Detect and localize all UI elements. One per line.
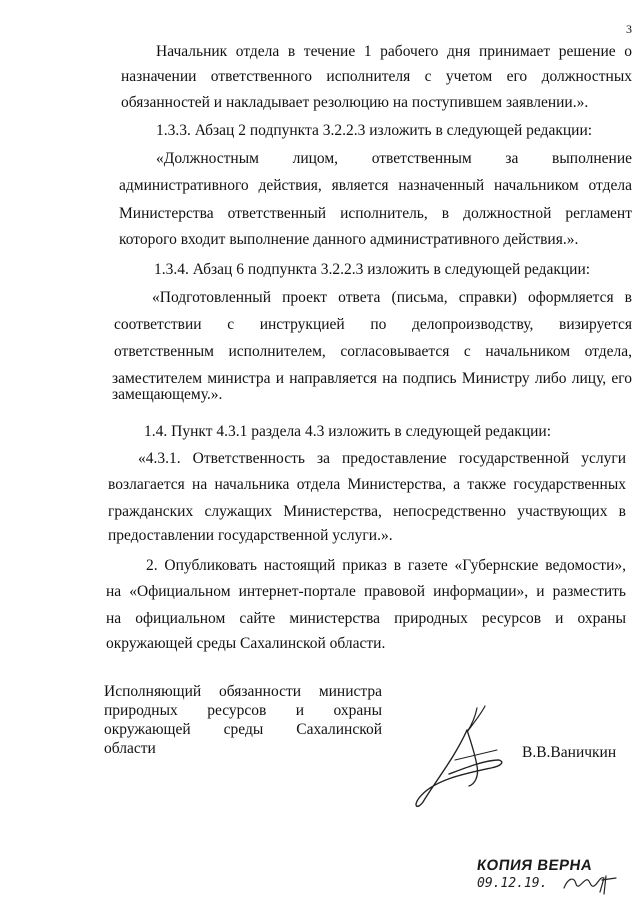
paragraph-line: назначении ответственного исполнителя с учетом его должностных — [121, 68, 632, 85]
paragraph-line: Начальник отдела в течение 1 рабочего дня принимает решение о — [156, 43, 632, 60]
handwritten-signature — [405, 702, 525, 812]
paragraph-line: предоставлении государственной услуги.». — [108, 527, 393, 544]
paragraph-line: 1.3.3. Абзац 2 подпункта 3.2.2.3 изложить в следующей редакции: — [156, 122, 593, 139]
signatory-position-line: Исполняющий обязанности министра — [104, 683, 382, 700]
paragraph-line: которого входит выполнение данного административного действия.». — [119, 231, 579, 248]
stamp-date: 09.12.19. — [477, 876, 548, 891]
page-number: 3 — [626, 22, 632, 36]
paragraph-line: возлагается на начальника отдела Министерства, а также государственных — [108, 476, 626, 493]
paragraph-line: соответствии с инструкцией по делопроизводству, визируется — [114, 316, 632, 333]
paragraph-line: «Должностным лицом, ответственным за выполнение — [156, 150, 632, 167]
paragraph-line: 1.3.4. Абзац 6 подпункта 3.2.2.3 изложить в следующей редакции: — [154, 261, 591, 278]
stamp-signature — [560, 872, 620, 896]
signatory-position-line: области — [104, 740, 156, 757]
paragraph-line: 1.4. Пункт 4.3.1 раздела 4.3 изложить в следующей редакции: — [144, 423, 552, 440]
paragraph-line: 2. Опубликовать настоящий приказ в газете «Губернские ведомости», — [146, 557, 626, 574]
certified-copy-stamp: КОПИЯ ВЕРНА — [475, 857, 594, 874]
paragraph-line: ответственным исполнителем, согласовывается с начальником отдела, — [114, 343, 632, 360]
signatory-position — [104, 682, 382, 758]
paragraph-line: Министерства ответственный исполнитель, в должностной регламент — [119, 205, 632, 222]
paragraph-line: «Подготовленный проект ответа (письма, справки) оформляется в — [152, 289, 632, 306]
paragraph-line: окружающей среды Сахалинской области. — [106, 635, 386, 652]
paragraph-line: гражданских служащих Министерства, непосредственно участвующих в — [108, 503, 626, 520]
paragraph-line: на «Официальном интернет-портале правовой информации», и разместить — [106, 583, 626, 600]
signatory-position-line: окружающей среды Сахалинской — [104, 721, 382, 738]
paragraph-line: обязанностей и накладывает резолюцию на поступившем заявлении.». — [121, 94, 589, 111]
paragraph-line: административного действия, является назначенный начальником отдела — [119, 177, 632, 194]
paragraph-line: на официальном сайте министерства природных ресурсов и охраны — [106, 610, 626, 627]
paragraph-line: «4.3.1. Ответственность за предоставление государственной услуги — [138, 450, 626, 467]
paragraph-line: замещающему.». — [112, 386, 223, 403]
signatory-name: В.В.Ваничкин — [522, 744, 617, 761]
paragraph-line: заместителем министра и направляется на подпись Министру либо лицу, его — [112, 370, 632, 387]
signatory-position-line: природных ресурсов и охраны — [104, 702, 382, 719]
